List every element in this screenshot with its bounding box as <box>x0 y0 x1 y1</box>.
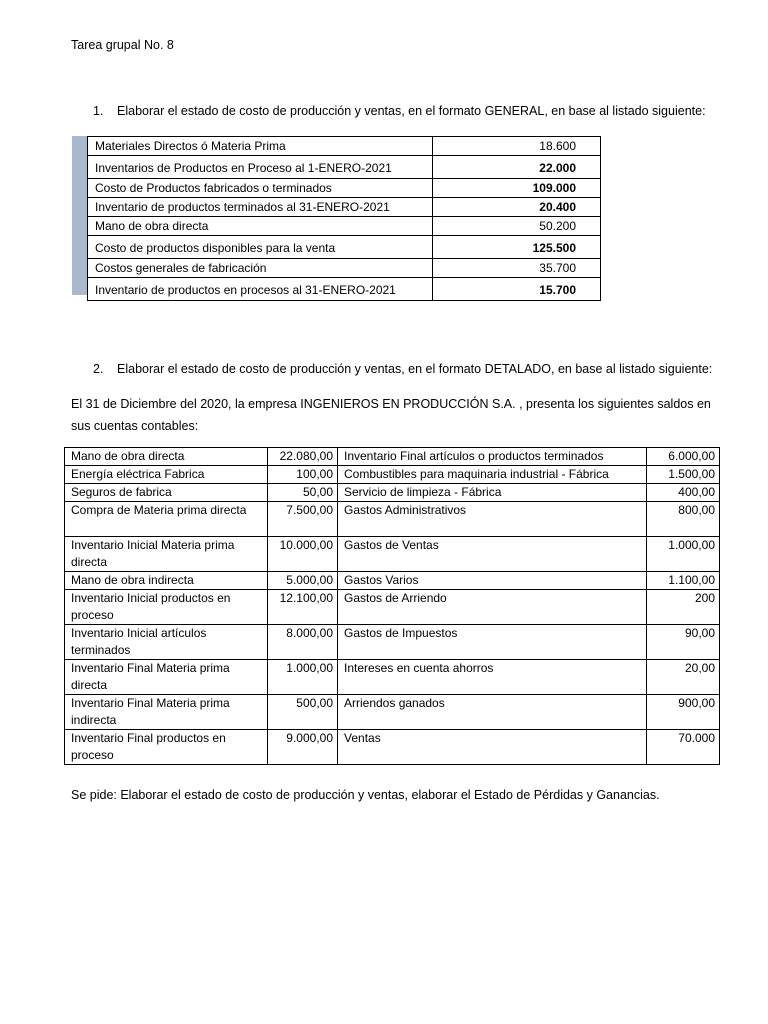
table-row <box>65 466 720 484</box>
table-2-label-right: Ventas <box>338 730 647 765</box>
table-2-label-left: Compra de Materia prima directa <box>65 502 268 537</box>
table-1-value: 22.000 <box>433 156 601 179</box>
table-1-label: Inventario de productos en procesos al 31-ENERO-2021 <box>88 278 433 301</box>
table-2-value-right: 400,00 <box>647 484 720 502</box>
table-2-value-left: 5.000,00 <box>268 572 338 590</box>
question-1-number: 1. <box>93 104 104 118</box>
table-2-label-left: Inventario Inicial artículos terminados <box>65 625 268 660</box>
table-2-label-right: Inventario Final artículos o productos terminados <box>338 448 647 466</box>
table-1-side-bar <box>72 136 87 295</box>
table-row <box>88 217 601 236</box>
table-row <box>88 198 601 217</box>
table-row <box>65 537 720 572</box>
table-2-label-right: Combustibles para maquinaria industrial - Fábrica <box>338 466 647 484</box>
table-2-label-left: Mano de obra indirecta <box>65 572 268 590</box>
table-row <box>88 156 601 179</box>
table-2-label-left: Mano de obra directa <box>65 448 268 466</box>
table-2-value-left: 9.000,00 <box>268 730 338 765</box>
table-1-value: 35.700 <box>433 259 601 278</box>
table-row <box>65 572 720 590</box>
table-row <box>65 448 720 466</box>
table-2 <box>64 447 720 765</box>
table-2-value-left: 500,00 <box>268 695 338 730</box>
table-2-label-right: Gastos Varios <box>338 572 647 590</box>
table-1-value: 125.500 <box>433 236 601 259</box>
table-2-label-right: Gastos Administrativos <box>338 502 647 537</box>
table-2-value-left: 10.000,00 <box>268 537 338 572</box>
intro-paragraph: El 31 de Diciembre del 2020, la empresa INGENIEROS EN PRODUCCIÓN S.A. , presenta los siguientes saldos en sus cuentas contables: <box>71 397 711 433</box>
table-row <box>88 236 601 259</box>
table-2-value-right: 90,00 <box>647 625 720 660</box>
table-1 <box>87 136 601 301</box>
table-2-label-left: Inventario Final productos en proceso <box>65 730 268 765</box>
table-2-value-right: 1.000,00 <box>647 537 720 572</box>
table-2-label-left: Energía eléctrica Fabrica <box>65 466 268 484</box>
table-1-value: 18.600 <box>433 137 601 156</box>
table-1-label: Inventarios de Productos en Proceso al 1-ENERO-2021 <box>88 156 433 179</box>
table-2-label-left: Inventario Final Materia prima indirecta <box>65 695 268 730</box>
table-row <box>88 137 601 156</box>
table-2-value-right: 70.000 <box>647 730 720 765</box>
table-2-label-left: Inventario Final Materia prima directa <box>65 660 268 695</box>
table-row <box>88 259 601 278</box>
table-2-value-left: 8.000,00 <box>268 625 338 660</box>
table-1-label: Mano de obra directa <box>88 217 433 236</box>
table-2-value-left: 50,00 <box>268 484 338 502</box>
table-row <box>65 590 720 625</box>
table-2-value-left: 1.000,00 <box>268 660 338 695</box>
question-1 <box>93 104 706 118</box>
table-2-label-right: Gastos de Arriendo <box>338 590 647 625</box>
table-row <box>65 695 720 730</box>
table-2-value-right: 20,00 <box>647 660 720 695</box>
table-1-value: 50.200 <box>433 217 601 236</box>
request-paragraph: Se pide: Elaborar el estado de costo de producción y ventas, elaborar el Estado de Pérdidas y Ganancias. <box>71 788 660 802</box>
table-2-label-left: Inventario Inicial Materia prima directa <box>65 537 268 572</box>
table-2-value-right: 1.500,00 <box>647 466 720 484</box>
table-2-label-left: Seguros de fabrica <box>65 484 268 502</box>
table-2-value-left: 7.500,00 <box>268 502 338 537</box>
table-row <box>88 179 601 198</box>
table-2-label-right: Intereses en cuenta ahorros <box>338 660 647 695</box>
table-2-value-right: 6.000,00 <box>647 448 720 466</box>
table-2-value-right: 1.100,00 <box>647 572 720 590</box>
table-row <box>65 625 720 660</box>
table-2-value-right: 800,00 <box>647 502 720 537</box>
document-title: Tarea grupal No. 8 <box>71 38 174 52</box>
question-2 <box>93 362 712 376</box>
table-1-value: 20.400 <box>433 198 601 217</box>
table-2-label-right: Gastos de Ventas <box>338 537 647 572</box>
table-1-label: Costo de productos disponibles para la venta <box>88 236 433 259</box>
question-1-text: Elaborar el estado de costo de producción y ventas, en el formato GENERAL, en base al listado siguiente: <box>117 104 706 118</box>
table-2-label-left: Inventario Inicial productos en proceso <box>65 590 268 625</box>
question-2-text: Elaborar el estado de costo de producción y ventas, en el formato DETALADO, en base al listado siguiente: <box>117 362 713 376</box>
table-2-value-left: 22.080,00 <box>268 448 338 466</box>
table-1-value: 109.000 <box>433 179 601 198</box>
table-2-label-right: Gastos de Impuestos <box>338 625 647 660</box>
table-1-label: Costos generales de fabricación <box>88 259 433 278</box>
table-row <box>65 502 720 537</box>
table-2-label-right: Arriendos ganados <box>338 695 647 730</box>
table-2-label-right: Servicio de limpieza - Fábrica <box>338 484 647 502</box>
table-2-value-left: 100,00 <box>268 466 338 484</box>
table-1-value: 15.700 <box>433 278 601 301</box>
table-row <box>88 278 601 301</box>
table-2-value-right: 900,00 <box>647 695 720 730</box>
table-2-value-left: 12.100,00 <box>268 590 338 625</box>
table-2-value-right: 200 <box>647 590 720 625</box>
question-2-number: 2. <box>93 362 104 376</box>
table-row <box>65 730 720 765</box>
table-row <box>65 660 720 695</box>
table-1-label: Materiales Directos ó Materia Prima <box>88 137 433 156</box>
table-1-label: Inventario de productos terminados al 31-ENERO-2021 <box>88 198 433 217</box>
table-row <box>65 484 720 502</box>
table-1-label: Costo de Productos fabricados o terminados <box>88 179 433 198</box>
